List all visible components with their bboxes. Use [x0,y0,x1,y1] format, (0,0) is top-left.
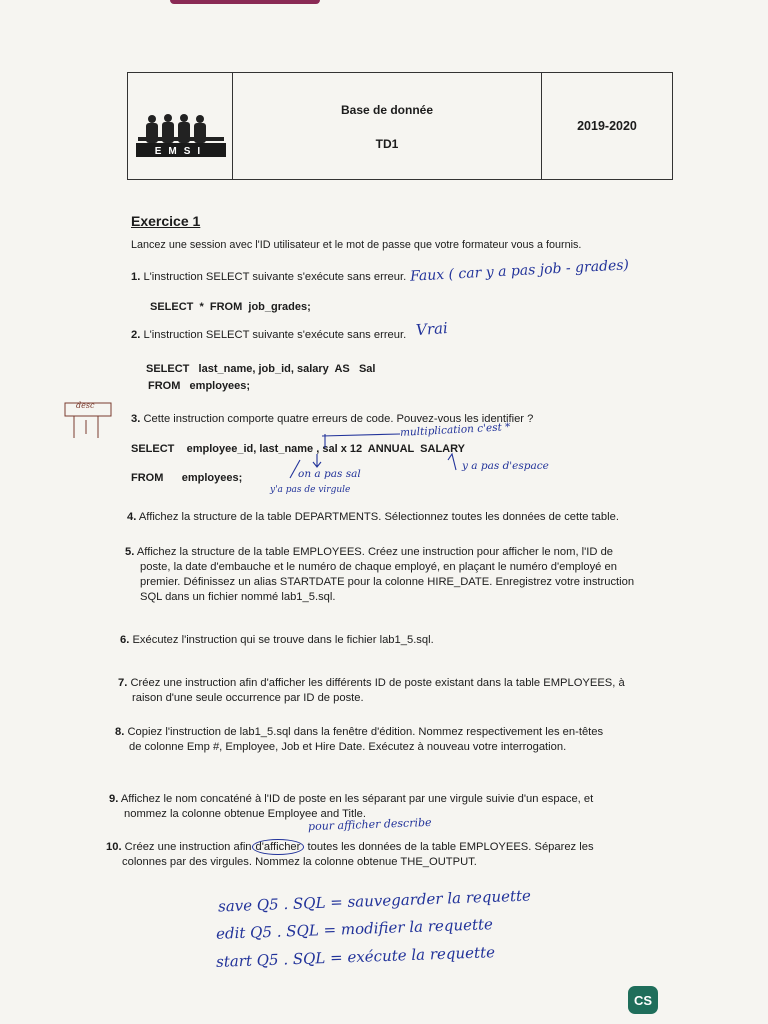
question-10: 10. Créez une instruction afin d'afficher toutes les données de la table EMPLOYEES. Séparez les colonnes par des virgules. Nommez la colonne obtenue THE_OUTPUT. [106,841,594,868]
logo-text: EMSI [154,146,208,157]
margin-note-text: desc [76,401,95,410]
note-save: save Q5 . SQL = sauvegarder la requette [217,886,532,916]
exercise-intro: Lancez une session avec l'ID utilisateur et le mot de passe que votre formateur vous a fournis. [131,239,582,251]
q1-code: SELECT * FROM job_grades; [150,301,311,313]
question-4: 4. Affichez la structure de la table DEPARTMENTS. Sélectionnez toutes les données de cette table. [127,511,619,523]
question-1: 1. L'instruction SELECT suivante s'exécute sans erreur. [131,271,407,283]
question-6: 6. Exécutez l'instruction qui se trouve dans le fichier lab1_5.sql. [120,634,434,646]
question-9: 9. Affichez le nom concaténé à l'ID de poste en les séparant par une virgule suivie d'un espace, et nommez la colonne obtenue Employee and Title. [109,793,594,820]
q3-note-no-space: y a pas d'espace [462,460,549,472]
note-start: start Q5 . SQL = exécute la requette [215,943,496,971]
q3-note-multiplication: multiplication c'est * [399,421,511,439]
question-8: 8. Copiez l'instruction de lab1_5.sql dans la fenêtre d'édition. Nommez respectivement les en-têtes de colonne Emp #, Employee, Job et Hire Date. Exécutez à nouveau votre interrogation. [115,726,604,753]
question-7: 7. Créez une instruction afin d'afficher les différents ID de poste existant dans la table EMPLOYEES, à raison d'une seule occurrence par ID de poste. [118,677,625,704]
q1-handwritten-answer: Faux ( car y a pas job - grades) [409,257,630,285]
exercise-title: Exercice 1 [131,213,201,229]
document-title: Base de donnée [340,103,434,117]
q2-handwritten-answer: Vrai [415,318,449,340]
question-2: 2. L'instruction SELECT suivante s'exécute sans erreur. [131,329,407,341]
q3-code-line1: SELECT employee_id, last_name , sal x 12 ANNUAL SALARY [131,443,465,455]
document-subtitle: TD1 [375,137,399,151]
q2-code-line2: FROM employees; [148,380,251,392]
q3-note-no-comma: y'a pas de virgule [270,485,351,495]
question-5: 5. Affichez la structure de la table EMPLOYEES. Créez une instruction pour afficher le nom, l'ID de poste, la date d'embauche et le numéro de chaque employé, en plaçant le numéro d'employé en premier. Définissez un alias STARTDATE pour la colonne HIRE_DATE. Enregistrez votre instruction SQL dans un fichier nommé lab1_5.sql. [125,546,635,603]
camscanner-badge: CS [628,986,658,1014]
q2-code-line1: SELECT last_name, job_id, salary AS Sal [146,363,376,375]
circled-word: d'afficher [252,839,305,855]
q10-note-describe: pour afficher describe [307,815,432,834]
q3-code-line2: FROM employees; [131,472,243,484]
q3-note-no-sal: on a pas sal [298,468,361,480]
note-edit: edit Q5 . SQL = modifier la requette [215,915,494,943]
academic-year: 2019-2020 [577,119,637,133]
question-3: 3. Cette instruction comporte quatre erreurs de code. Pouvez-vous les identifier ? [131,413,534,425]
